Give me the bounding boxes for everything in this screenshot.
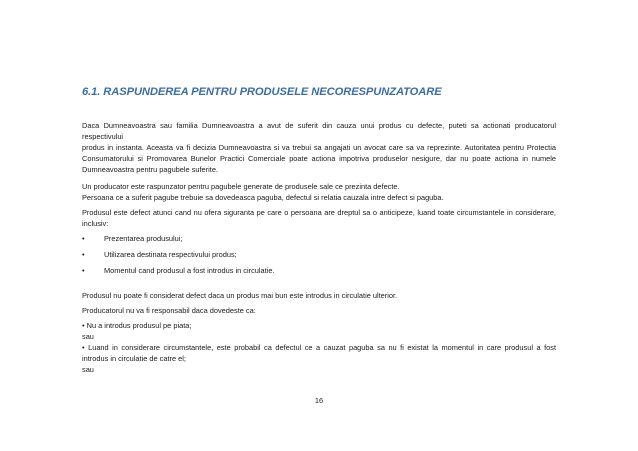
text-line: Consumatorului si Promovarea Bunelor Practici Comerciale poate actiona impotriva produselor nesigure, dar nu poate actiona in numele xyxy=(82,154,556,163)
section-heading: 6.1. RASPUNDEREA PENTRU PRODUSELE NECORESPUNZATOARE xyxy=(82,86,442,98)
list-item xyxy=(82,265,556,276)
list-item-text: Utilizarea destinata respectivului produs; xyxy=(104,250,237,259)
text-line: Dumneavoastra pentru pagubele suferite. xyxy=(82,165,218,174)
paragraph-defect-definition xyxy=(82,207,556,229)
paragraph-not-introduced: • Nu a introdus produsul pe piata; xyxy=(82,321,192,330)
list-item xyxy=(82,249,556,260)
paragraph-defect-not-existed xyxy=(82,342,556,364)
bullet-marker: • xyxy=(82,234,85,243)
text-line: Daca Dumneavoastra sau familia Dumneavoastra a avut de suferit din cauza unui produs cu defecte, puteti sa actionati producatorul respectivului xyxy=(82,121,556,141)
list-item xyxy=(82,233,556,244)
paragraph-liability-intro xyxy=(82,120,556,175)
connector-sau: sau xyxy=(82,365,94,374)
list-item-text: Momentul cand produsul a fost introdus in circulatie. xyxy=(104,266,275,275)
connector-sau: sau xyxy=(82,332,94,341)
bullet-marker: • xyxy=(82,266,85,275)
text-line: Persoana ce a suferit pagube trebuie sa dovedeasca paguba, defectul si relatia cauzala intre defect si paguba. xyxy=(82,193,444,202)
page-number: 16 xyxy=(314,396,324,405)
document-body xyxy=(82,120,556,375)
text-line: produs in instanta. Aceasta va fi decizia Dumneavoastra si va trebui sa angajati un avocat care sa va reprezinte. Autoritatea pentru Protectia xyxy=(82,143,556,152)
list-item-text: Prezentarea produsului; xyxy=(104,234,183,243)
text-line: inclusiv: xyxy=(82,219,109,228)
paragraph-producer-exempt: Producatorul nu va fi responsabil daca dovedeste ca: xyxy=(82,306,256,315)
text-line: Un producator este raspunzator pentru pagubele generate de produsele sale ce prezinta defecte. xyxy=(82,182,400,191)
paragraph-better-product: Produsul nu poate fi considerat defect daca un produs mai bun este introdus in circulatie ulterior. xyxy=(82,291,398,300)
circumstances-list xyxy=(82,233,556,276)
text-line: • Luand in considerare circumstantele, este probabil ca defectul ce a cauzat paguba sa nu fi existat la momentul in care produsul a fost xyxy=(82,343,556,352)
paragraph-producer-liable xyxy=(82,181,556,203)
text-line: Produsul este defect atunci cand nu ofera siguranta pe care o persoana are dreptul sa o anticipeze, luand toate circumstantele in considerare, xyxy=(82,208,556,217)
text-line: introdus in circulatie de catre el; xyxy=(82,354,186,363)
bullet-marker: • xyxy=(82,250,85,259)
